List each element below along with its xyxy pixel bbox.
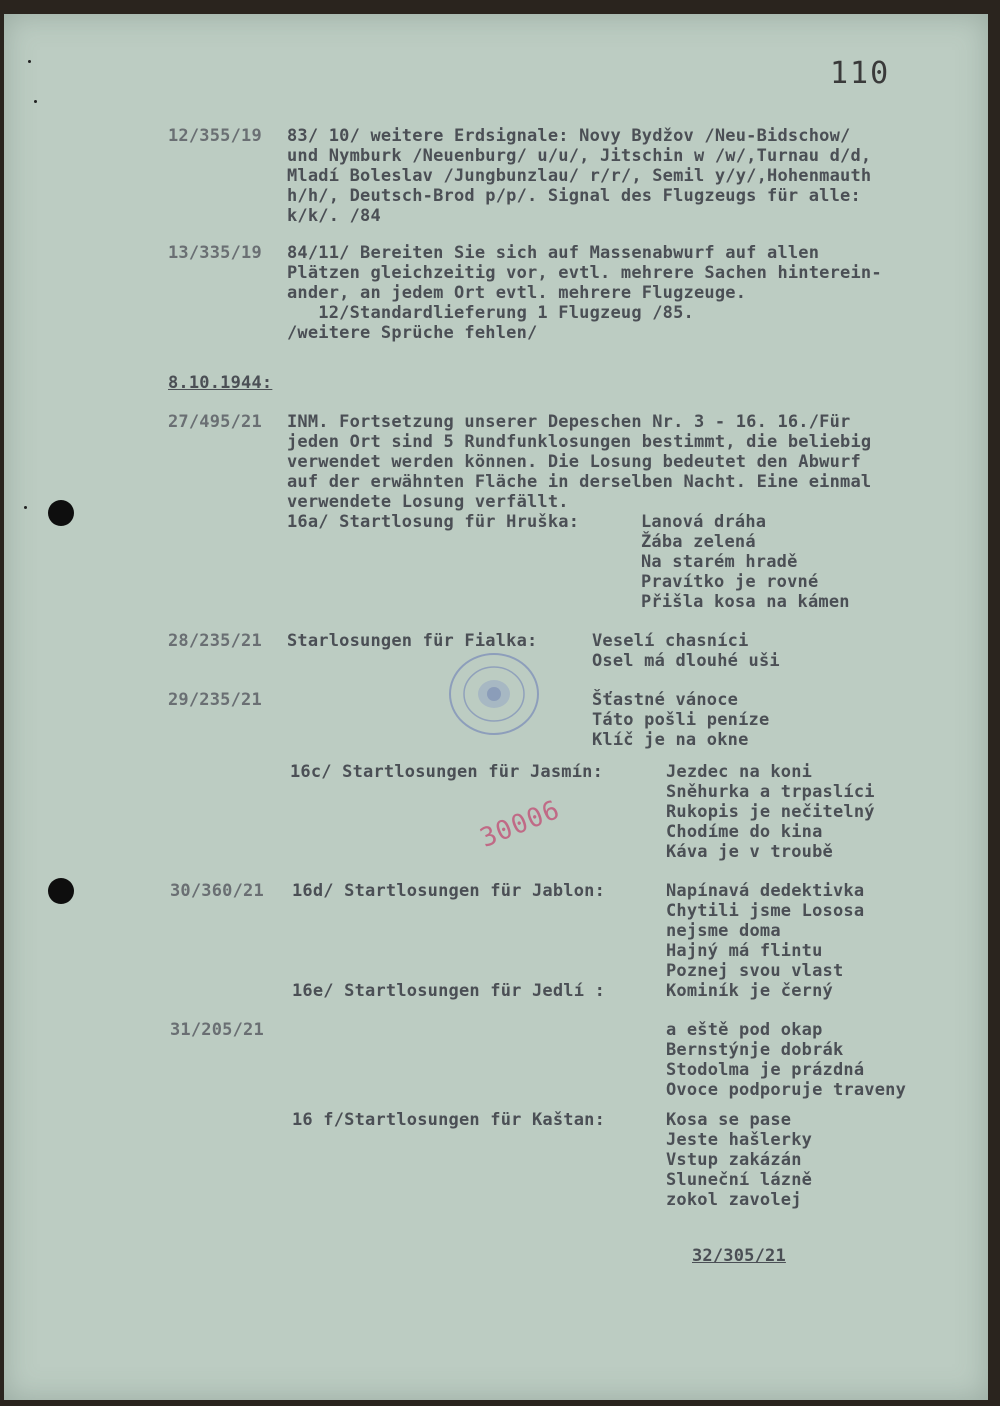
losung-phrase: Osel má dlouhé uši xyxy=(592,651,780,671)
date-heading: 8.10.1944: xyxy=(168,373,273,393)
entry-ref: 29/235/21 xyxy=(168,690,262,710)
losung-phrase: Chytili jsme Lososa xyxy=(666,901,865,921)
entry-line: ander, an jedem Ort evtl. mehrere Flugzeuge. xyxy=(287,283,747,303)
losung-phrase: Na starém hradě xyxy=(641,552,798,572)
page-number: 110 xyxy=(830,56,891,91)
entry-line: verwendet werden können. Die Losung bedeutet den Abwurf xyxy=(287,452,861,472)
entry-ref: 28/235/21 xyxy=(168,631,262,651)
archive-stamp xyxy=(448,652,540,736)
entry-line: k/k/. /84 xyxy=(287,206,381,226)
entry-ref: 30/360/21 xyxy=(170,881,264,901)
punch-hole-top xyxy=(48,500,74,526)
losung-phrase: nejsme doma xyxy=(666,921,781,941)
entry-line: und Nymburk /Neuenburg/ u/u/, Jitschin w /w/,Turnau d/d, xyxy=(287,146,872,166)
losung-phrase: zokol zavolej xyxy=(666,1190,802,1210)
ink-speck xyxy=(24,506,27,509)
entry-line: jeden Ort sind 5 Rundfunklosungen bestimmt, die beliebig xyxy=(287,432,872,452)
ink-speck xyxy=(28,60,31,63)
losung-phrase: Šťastné vánoce xyxy=(592,690,739,710)
losung-phrase: Žába zelená xyxy=(641,532,756,552)
entry-ref: 31/205/21 xyxy=(170,1020,264,1040)
losung-phrase: Lanová dráha xyxy=(641,512,767,532)
red-number-stamp: 30006 xyxy=(476,794,565,854)
losung-phrase: Vstup zakázán xyxy=(666,1150,802,1170)
losung-phrase: Hajný má flintu xyxy=(666,941,823,961)
footer-ref: 32/305/21 xyxy=(692,1246,786,1266)
entry-line: auf der erwähnten Fläche in derselben Nacht. Eine einmal xyxy=(287,472,872,492)
startlosung-label: 16c/ Startlosungen für Jasmín: xyxy=(290,762,604,782)
entry-line: 84/11/ Bereiten Sie sich auf Massenabwurf auf allen xyxy=(287,243,820,263)
entry-line: h/h/, Deutsch-Brod p/p/. Signal des Flugzeugs für alle: xyxy=(287,186,861,206)
startlosung-label: 16e/ Startlosungen für Jedlí : xyxy=(292,981,606,1001)
losung-phrase: Jeste hašlerky xyxy=(666,1130,813,1150)
startlosung-label: 16 f/Startlosungen für Kaštan: xyxy=(292,1110,606,1130)
entry-line: 12/Standardlieferung 1 Flugzeug /85. xyxy=(287,303,694,323)
losung-phrase: Chodíme do kina xyxy=(666,822,823,842)
punch-hole-bottom xyxy=(48,878,74,904)
entry-ref: 12/355/19 xyxy=(168,126,262,146)
startlosung-label: 16d/ Startlosungen für Jablon: xyxy=(292,881,606,901)
entry-line: INM. Fortsetzung unserer Depeschen Nr. 3 - 16. 16./Für xyxy=(287,412,851,432)
losung-phrase: Kosa se pase xyxy=(666,1110,792,1130)
entry-line: Plätzen gleichzeitig vor, evtl. mehrere Sachen hinterein- xyxy=(287,263,882,283)
entry-line: Mladí Boleslav /Jungbunzlau/ r/r/, Semil y/y/,Hohenmauth xyxy=(287,166,872,186)
losung-phrase: Stodolma je prázdná xyxy=(666,1060,865,1080)
entry-line: /weitere Sprüche fehlen/ xyxy=(287,323,538,343)
losung-phrase: Sněhurka a trpaslíci xyxy=(666,782,875,802)
losung-phrase: a eště pod okap xyxy=(666,1020,823,1040)
losung-phrase: Bernstýnje dobrák xyxy=(666,1040,844,1060)
losung-phrase: Káva je v troubě xyxy=(666,842,833,862)
startlosung-label: Starlosungen für Fialka: xyxy=(287,631,538,651)
losung-phrase: Poznej svou vlast xyxy=(666,961,844,981)
losung-phrase: Rukopis je nečitelný xyxy=(666,802,875,822)
ink-speck xyxy=(34,100,37,103)
entry-ref: 13/335/19 xyxy=(168,243,262,263)
losung-phrase: Pravítko je rovné xyxy=(641,572,819,592)
losung-phrase: Veselí chasníci xyxy=(592,631,749,651)
losung-phrase: Klíč je na okne xyxy=(592,730,749,750)
entry-line: 83/ 10/ weitere Erdsignale: Novy Bydžov /Neu-Bidschow/ xyxy=(287,126,851,146)
losung-phrase: Ovoce podporuje traveny xyxy=(666,1080,907,1100)
losung-phrase: Kominík je černý xyxy=(666,981,833,1001)
losung-phrase: Přišla kosa na kámen xyxy=(641,592,850,612)
entry-ref: 27/495/21 xyxy=(168,412,262,432)
losung-phrase: Napínavá dedektivka xyxy=(666,881,865,901)
losung-phrase: Sluneční lázně xyxy=(666,1170,813,1190)
losung-phrase: Táto pošli peníze xyxy=(592,710,770,730)
startlosung-label: 16a/ Startlosung für Hruška: xyxy=(287,512,580,532)
losung-phrase: Jezdec na koni xyxy=(666,762,813,782)
entry-line: verwendete Losung verfällt. xyxy=(287,492,569,512)
